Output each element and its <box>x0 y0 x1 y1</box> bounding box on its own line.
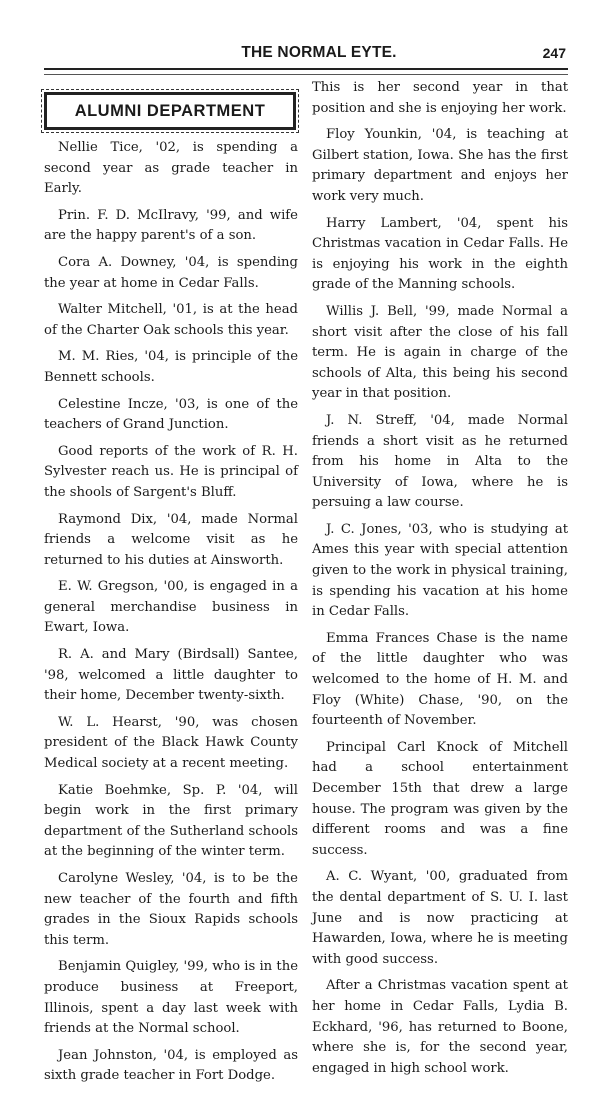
item: Principal Carl Knock of Mitchell had a school entertainment December 15th that drew a large house. The program was given by the different rooms and was a fine success. <box>312 739 568 858</box>
item: Carolyne Wesley, '04, is to be the new teacher of the fourth and fifth grades in the Sioux Rapids schools this term. <box>44 871 298 948</box>
running-header <box>40 44 568 64</box>
item: Emma Frances Chase is the name of the little daughter who was welcomed to the home of H. M. and Floy (White) Chase, '90, on the fourteenth of November. <box>312 630 568 729</box>
item: Jean Johnston, '04, is employed as sixth grade teacher in Fort Dodge. <box>44 1047 298 1084</box>
item: Harry Lambert, '04, spent his Christmas vacation in Cedar Falls. He is enjoying his work in the eighth grade of the Manning schools. <box>312 215 568 293</box>
item: Good reports of the work of R. H. Sylvester reach us. He is principal of the shools of Sargent's Bluff. <box>44 443 298 500</box>
item: Nellie Tice, '02, is spending a second year as grade teacher in Early. <box>44 140 298 197</box>
item: A. C. Wyant, '00, graduated from the dental department of S. U. I. last June and is now practicing at Hawarden, Iowa, where he is meeting with good success. <box>312 869 568 967</box>
item: J. N. Streff, '04, made Normal friends a short visit as he returned from his home in Alta to the University of Iowa, where he is persuing a law course. <box>312 412 568 511</box>
item: Walter Mitchell, '01, is at the head of the Charter Oak schools this year. <box>44 302 298 338</box>
item: Raymond Dix, '04, made Normal friends a welcome visit as he returned to his duties at Ainsworth. <box>44 511 298 568</box>
item: Katie Boehmke, Sp. P. '04, will begin work in the first primary department of the Sutherland schools at the beginning of the winter term. <box>44 782 298 860</box>
item: After a Christmas vacation spent at her home in Cedar Falls, Lydia B. Eckhard, '96, has returned to Boone, where she is, for the second year, engaged in high school work. <box>312 978 568 1076</box>
item: E. W. Gregson, '00, is engaged in a general merchandise business in Ewart, Iowa. <box>44 579 298 636</box>
item: Cora A. Downey, '04, is spending the year at home in Cedar Falls. <box>44 254 298 291</box>
department-heading: ALUMNI DEPARTMENT <box>44 92 296 130</box>
item: Celestine Incze, '03, is one of the teachers of Grand Junction. <box>44 396 298 433</box>
item: R. A. and Mary (Birdsall) Santee, '98, welcomed a little daughter to their home, December twenty-sixth. <box>44 647 298 704</box>
left-column <box>44 92 298 1093</box>
item: W. L. Hearst, '90, was chosen president of the Black Hawk County Medical society at a recent meeting. <box>44 714 298 772</box>
page-number: 247 <box>542 45 566 61</box>
item: Benjamin Quigley, '99, who is in the produce business at Freeport, Illinois, spent a day last week with friends at the Normal school. <box>44 959 298 1037</box>
item: M. M. Ries, '04, is principle of the Bennett schools. <box>44 349 298 385</box>
item: Prin. F. D. McIlravy, '99, and wife are the happy parent's of a son. <box>44 207 298 244</box>
item: Willis J. Bell, '99, made Normal a short visit after the close of his fall term. He is again in charge of the schools of Alta, this being his second year in that position. <box>312 303 568 402</box>
item: Floy Younkin, '04, is teaching at Gilbert station, Iowa. She has the first primary department and enjoys her work very much. <box>312 127 568 204</box>
right-column <box>312 78 568 1085</box>
item-continuation: This is her second year in that position and she is enjoying her work. <box>312 80 568 116</box>
header-rule <box>44 68 568 75</box>
journal-title: THE NORMAL EYTE. <box>241 44 397 61</box>
item: J. C. Jones, '03, who is studying at Ames this year with special attention given to the work in physical training, is spending his vacation at his home in Cedar Falls. <box>312 521 568 620</box>
